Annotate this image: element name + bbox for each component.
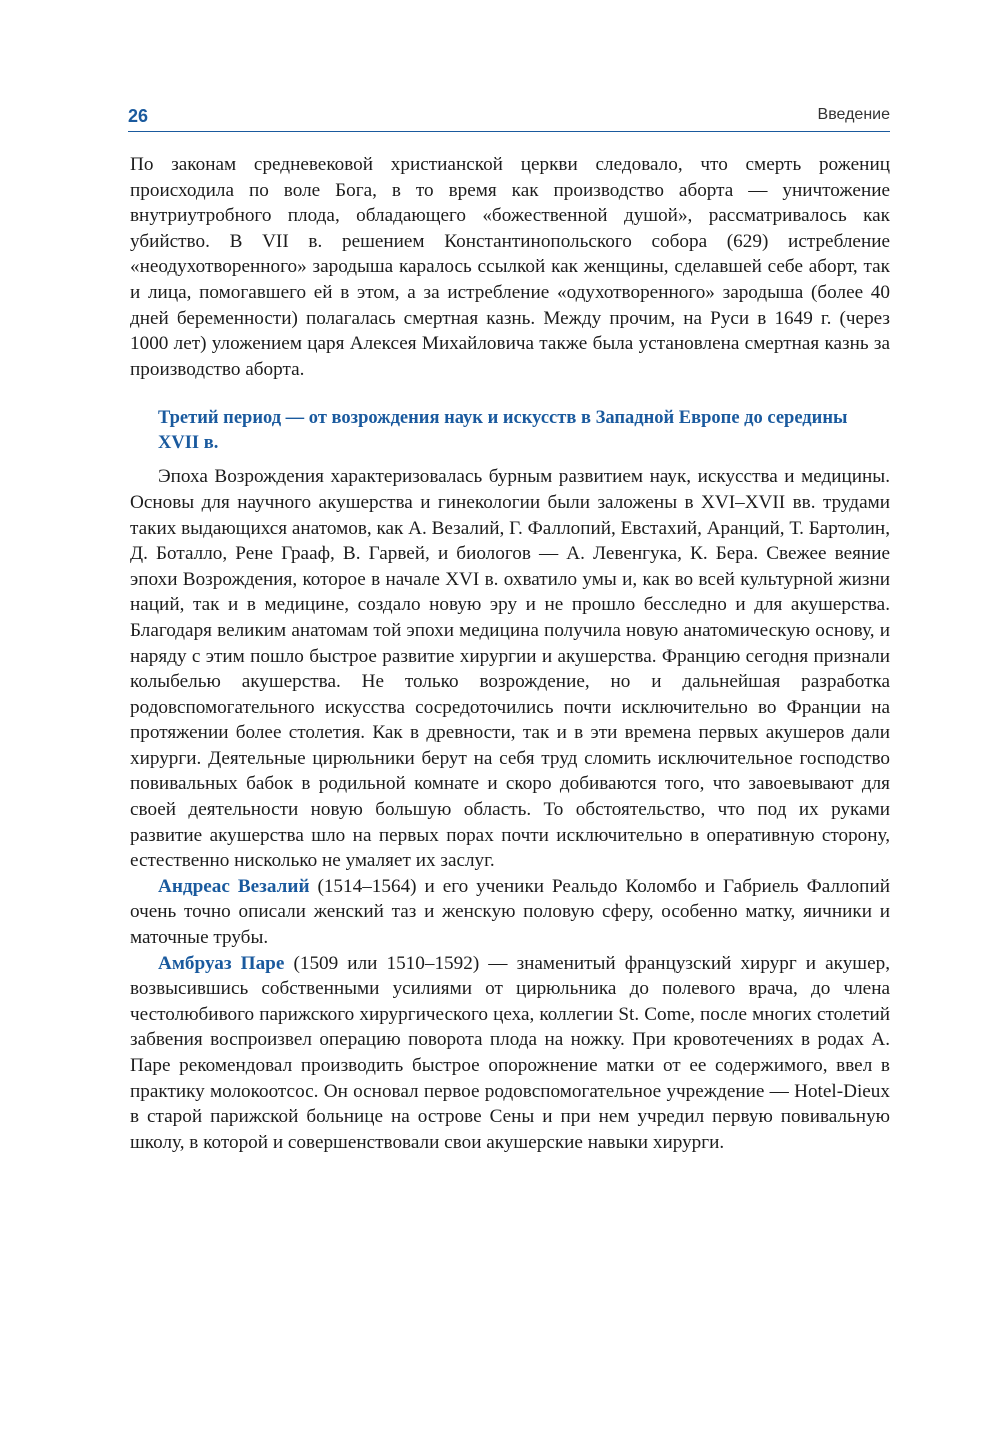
paragraph — [130, 874, 890, 951]
body-text — [130, 152, 890, 1155]
header-rule — [128, 131, 890, 132]
running-title: Введение — [817, 106, 890, 123]
paragraph-text: (1509 или 1510–1592) — знаменитый французский хирург и акушер, возвысившись собственными усилиями от цирюльника до полевого врача, до члена честолюбивого парижского хирургического цеха, коллегии St. Come, после многих столетий забвения воспроизвел операцию поворота плода на ножку. При кровотечениях в родах А. Паре рекомендовал производить быстрое опорожнение матки от ее содержимого, ввел в практику молокоотсос. Он основал первое родовспомогательное учреждение — Hotel-Dieux в старой парижской больнице на острове Сены и при нем учредил первую повивальную школу, в которой и совершенствовали свои акушерские навыки хирурги. — [130, 952, 890, 1153]
person-name: Андреас Везалий — [158, 875, 310, 897]
page-number: 26 — [128, 106, 149, 126]
page-header — [128, 104, 890, 132]
paragraph: Эпоха Возрождения характеризовалась бурным развитием наук, искусства и медицины. Основы для научного акушерства и гинекологии были заложены в XVI–XVII вв. трудами таких выдающихся анатомов, как А. Везалий, Г. Фаллопий, Евстахий, Аранций, Т. Бартолин, Д. Боталло, Ренe Грааф, В. Гарвей, и биологов — А. Левенгука, К. Бера. Свежее веяние эпохи Возрождения, которое в начале XVI в. охватило умы и, как во всей культурной жизни наций, так и в медицине, создало новую эру и не прошло бесследно и для акушерства. Благодаря великим анатомам той эпохи медицина получила новую анатомическую основу, и наряду с этим пошло быстрое развитие хирургии и акушерства. Францию сегодня признали колыбелью акушерства. Не только возрождение, но и дальнейшая разработка родовспомогательного искусства сосредоточились почти исключительно во Франции на протяжении более столетия. Как в древности, так и в эти времена первых акушеров дали хирурги. Деятельные цирюльники берут на себя труд сломить исключительное господство повивальных бабок в родильной комнате и скоро добиваются того, что завоевывают для своей деятельности новую большую область. То обстоятельство, что под их руками развитие акушерства шло на первых порах почти исключительно в оперативную сторону, естественно нисколько не умаляет их заслуг. — [130, 466, 890, 872]
section-heading: Третий период — от возрождения наук и искусств в Западной Европе до середины XVII в. — [158, 408, 848, 454]
paragraph: По законам средневековой христианской церкви следовало, что смерть рожениц происходила по воле Бога, в то время как производство аборта — уничтожение внутриутробного плода, обладающего «божественной душой», рассматривалось как убийство. В VII в. решением Константинопольского собора (629) истребление «неодухотворенного» зародыша каралось ссылкой как женщины, сделавшей себе аборт, так и лица, помогавшего ей в этом, а за истребление «одухотворенного» зародыша (более 40 дней беременности) полагалась смертная казнь. Между прочим, на Руси в 1649 г. (через 1000 лет) уложением царя Алексея Михайловича также была установлена смертная казнь за производство аборта. — [130, 154, 890, 380]
paragraph — [130, 951, 890, 1156]
person-name: Амбруаз Паре — [158, 952, 285, 974]
paragraph-text: (1514–1564) и его ученики Реальдо Коломбо и Габриель Фаллопий очень точно описали женский таз и женскую половую сферу, особенно матку, яичники и маточные трубы. — [130, 875, 890, 949]
